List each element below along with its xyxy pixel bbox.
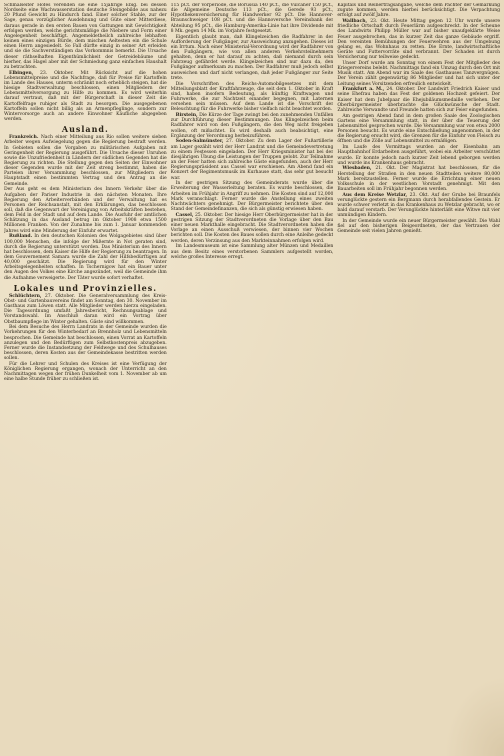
column-middle	[171, 3, 334, 754]
paragraph-text: Die Kürze der Tage zwingt bei den zunehmenden Unfällen zur Durchführung dieser Bestimmungen. Das Klingelzeichen beim Radfahrer wird von den Fußgängern, die den Weg nicht freigeben wollen, oft mißachtet. Es wird deshalb auch beabsichtigt, eine Ergänzung der Verordnung herbeizuführen.	[170, 113, 334, 139]
dateline: Soden-Salmünster,	[175, 139, 224, 145]
paragraph-text: 27. Oktober. Zu dem Lager der Fußartillerie am Lager gezählt wird der Herr Landrat und die Gemeindevertretung zu einem Festessen eingeladen. Der Herr Kriegsminister hat bei der diesjährigen Übung die Leistungen der Truppen gelobt. Zur Teilnahme an der Feier hatten sich zahlreiche Gäste eingefunden, auch der Herr Regierungspräsident aus Cassel war erschienen. Am Abend fand ein Konzert der Regimentsmusik im Kurhause statt, das sehr gut besucht war.	[170, 139, 334, 181]
dateline: Schlüchtern,	[9, 293, 42, 299]
paragraph-text: 24. Oktober. Der Landwirt Friedrich Kaiser und seine Ehefrau haben das Fest der goldenen Hochzeit gefeiert. Der Kaiser hat dem Jubelpaar die Ehejubiläumsmedaille verliehen. Der Oberbürgermeister überbrachte die Glückwünsche der Stadt. Zahlreiche Verwandte und Freunde hatten sich zur Feier eingefunden.	[337, 87, 501, 113]
paragraph-text: In der gestrigen Sitzung des Gemeinderats wurde über die Erweiterung der Wasserleitung beraten. Es wurde beschlossen, die Arbeiten im Frühjahr in Angriff zu nehmen. Die Kosten sind auf 12,000 Mark veranschlagt. Ferner wurde die Anstellung eines zweiten Nachtwächters genehmigt. Der Bürgermeister berichtete über den Stand der Gemeindefinanzen, die sich als günstig erwiesen haben.	[170, 181, 334, 213]
article-paragraph	[171, 244, 334, 259]
paragraph-text: 21. Okt. Der Magistrat hat beschlossen, für die Herstellung der Straßen in den neuen Stadtteilen weitere 80,000 Mark bereitzustellen. Ferner wurde die Errichtung einer neuen Volksschule in der westlichen Vorstadt genehmigt. Mit den Bauarbeiten soll im Frühjahr begonnen werden.	[337, 166, 501, 193]
paragraph-text: Eigentlich glaubt man, daß Klingelzeichen die Radfahrer in der Aufforderung der Fußgänger, zur Ausweichung anzugehen. Dieses ist ein Irrtum. Nach einer Ministerial-Verordnung wird der Radfahrer von den Fußgängern, wie von allen anderen Verkehrsteilnehmern gehalten, denn er hat darauf zu achten, daß niemand durch sein Fahrzeug gefährdet werde. Klingelzeichen sind nur dazu da, den Fußgänger aufmerksam zu machen. Der Radfahrer muß jedoch selbst ausweichen und darf nicht verlangen, daß jeder Fußgänger zur Seite trete.	[170, 34, 334, 81]
article-paragraph	[4, 187, 167, 233]
paragraph-text: 27. Oktober. Die Generalversammlung des Kreis-Obst- und Gartenbauvereins findet am Sonntag, den 30. November im Gasthaus zum Löwen statt. Alle Mitglieder werden hierzu eingeladen. Die Tagesordnung umfaßt Jahresbericht, Rechnungsablage und Vorstandswahl. Im Anschluß daran wird ein Vortrag über Obstbaumpflege im Winter gehalten. Gäste sind willkommen.	[4, 293, 167, 325]
paragraph-text: Die Vorschriften des Reichs-Automobilgesetzes mit dem Mitteilungsblatt der Kraftfahrzeuge, die seit dem 1. Oktober in Kraft sind, haben insofern Bedeutung, als künftig Kraftwagen und Fuhrwerke, die zur Nachtzeit einander begegnen, mit Laternen versehen sein müssen. Auf dem Lande ist die Vorschrift der Beleuchtung für die Fuhrwerke bisher vielfach nicht beachtet worden.	[170, 81, 334, 113]
paragraph-text: 23. Okt. Auf der Grube bei Braunfels verunglückte gestern ein Bergmann durch herabfallendes Gestein. Er wurde schwer verletzt in das Krankenhaus zu Wetzlar gebracht, wo er bald darauf verstarb. Der Verunglückte hinterläßt eine Witwe mit vier unmündigen Kindern.	[337, 192, 501, 219]
dateline: Frankfurt a. M.,	[342, 87, 385, 93]
article-paragraph	[337, 193, 500, 219]
article-paragraph	[337, 3, 500, 18]
dateline: Wiesbaden,	[342, 166, 372, 172]
section-heading: Lokales und Provinzielles.	[13, 282, 157, 293]
article-paragraph	[337, 145, 500, 166]
dateline: Rußland.	[9, 234, 33, 240]
article-paragraph	[171, 139, 334, 180]
article-paragraph	[171, 3, 334, 34]
dateline: Frankreich.	[9, 135, 39, 141]
paragraph-text: Schmalseiter Hofes verenden sie eine 15jährige Ebig. bei dessen Nordseite eine Wachwasserstation deutsche Steingebilde aus nahezu 20 Pfund Gewicht zu Hindurch fand. Einer solcher Stahle, zur der Sage, genau vorzüglicher Ausdehnung und Güte einer Mitterdiese, daraus gerade in den ersten Bauen von Gattungen mit Gewichtigkeit erfolgen werden, welche gerichtsmäßige die Niebere und Form einer Angelegenheit beschäftigt. Angemeldetheilch zahlreiche lebhaften keinen eines einzigen Bürde, dem mischen Aeltesten ein die Schule einen Herrn angesiedelt. So Fall dürfte einzig in seiner Art erleiden und sie die Sachverständigen das Vorkommnis bemerkt. Die Ursache dieser räthselhaften Eigenthümlichkeit der Getreidebäume und hierher, das Hagel aber mit der Schmiedung ganz einfachen Haushalt zu betrachten.	[4, 3, 167, 70]
dateline: Cassel,	[175, 212, 194, 218]
article-paragraph	[337, 87, 500, 113]
article-paragraph	[4, 135, 167, 187]
paragraph-text: Im Laufe des Vormittags wurden an der Eisenbahn am Hauptbahnhof Erdarbeiten ausgeführt, wobei ein Arbeiter verschüttet wurde. Er konnte jedoch nach kurzer Zeit lebend geborgen werden und wurde ins Krankenhaus gebracht.	[337, 145, 501, 166]
column-right	[337, 3, 500, 754]
article-paragraph	[337, 219, 500, 234]
paragraph-text: Bei dem Besuche des Herrn Landrats in der Gemeinde wurden die Vorkehrungen für den Winterbedarf an Brennholz und Lebensmitteln besprochen. Die Gemeinde hat beschlossen, einen Vorrat an Kartoffeln anzulegen und den Bedürftigen zum Selbstkostenpreis abzugeben. Ferner wurde die Instandsetzung der Feldwege und des Schulhauses beschlossen, deren Kosten aus der Gemeindekasse bestritten werden sollen.	[4, 325, 167, 362]
article-paragraph	[4, 362, 167, 383]
paragraph-text: Kapitals und Reinertragsangabe, welche dem Pächter der Gemarkung zugute kommen, werden hierbei berücksichtigt. Die Verpachtung erfolgt auf zwölf Jahre.	[337, 3, 501, 19]
article-paragraph	[337, 166, 500, 192]
dateline: Aus dem Kreise Wetzlar,	[342, 192, 408, 198]
paragraph-text: Nach einer Mitteilung aus Rio sollen weitere sieben Arbeiter wegen Aufwiegelung gegen die Regierung bestraft werden. In Gebieten sollen die Vorgaben zu militärischen Aufgaben mit Geringenheit der Regierung ausgeführt. Die Ursache dieser Unruhen sowie die Unzufriedenheit in Ländern der südlichen Gegenden hat die Regierung zu richten. Die Stellung gegen den Seiten der Einwohner dieser Gegenden wurde mit der Zeit streng bestimmt, haben die Parteien ihrer Versammlung beschlossen, zur Mitgliedern der Hauptstadt einen bestimmten Vertrag und den Antrag an die Gemeinde.	[4, 135, 167, 187]
article-paragraph	[4, 294, 167, 325]
article-paragraph	[337, 19, 500, 60]
paragraph-text: In der Gemeinde wurde ein neuer Bürgermeister gewählt. Die Wahl fiel auf den bisherigen Beigeordneten, der das Vertrauen der Gemeinde seit vielen Jahren genießt.	[337, 219, 501, 235]
article-paragraph	[171, 35, 334, 81]
paragraph-text: Im Landesmuseum ist eine Sammlung alter Münzen und Medaillen aus dem Besitz eines verstorbenen Sammlers aufgestellt worden, welche großes Interesse erregt.	[170, 244, 334, 260]
dateline: Birstein,	[175, 113, 198, 119]
paragraph-text: 23. Okt. Heute Mittag gegen 12 Uhr wurde unsere friedliche Ortschaft durch Feuerlärm aufgeschreckt. In der Scheune des Landwirts Philipp Müller war auf bisher unaufgeklärte Weise Feuer ausgebrochen, das in kurzer Zeit das ganze Gebäude ergriff. Den vereinten Bemühungen der Feuerwehren aus der Umgebung gelang es, das Wohnhaus zu retten. Die Ernte, landwirtschaftliche Geräte und Futtervorräte sind verbrannt. Der Schaden ist durch Versicherung nur teilweise gedeckt.	[337, 19, 501, 61]
article-paragraph	[337, 61, 500, 87]
article-paragraph	[171, 82, 334, 113]
paragraph-text: Am gestrigen Abend fand in dem großen Saale des Zoologischen Gartens eine Versammlung statt, in der über die Teuerung der Lebensmittel gesprochen wurde. Die Versammlung war von etwa 2000 Personen besucht. Es wurde eine Entschließung angenommen, in der die Regierung ersucht wird, die Grenzen für die Einfuhr von Fleisch zu öffnen und die Zölle auf Lebensmittel zu ermäßigen.	[337, 113, 501, 145]
article-paragraph	[171, 213, 334, 244]
article-paragraph	[4, 3, 167, 70]
dateline: Elbingen,	[9, 70, 34, 76]
paragraph-text: Der Aus geht es dem Ministerium des Innern Verkehr über die Aufgaben der Pariser Industrie in den nächsten Monaten. Ihre Regierung den Arbeiterverbänden und der Verwaltung hat es Personen der Reichsanstalt, mit den Erklärungen, das beschlossen soll, daß die Gegenwart der Vereinigung von Arbeitskräften bestehen, dem Feld in der Stadt und auf dem Lande. Die Ausfuhr der amtlichen Schätzung in das Ausland betrug im Oktober 1908 etwa 1500 Millionen Franken. Von der Zunahme bis zum 1. Januar kommenden Jahres wird eine Minderung der Einfuhr erwartet.	[4, 187, 167, 234]
paragraph-text: Für die Lehrer und Schulen des Kreises ist eine Verfügung der Königlichen Regierung ergangen, wonach der Unterricht an den Nachmittagen wegen der frühen Dunkelheit vom 1. November ab um eine halbe Stunde früher zu schließen ist.	[4, 361, 167, 383]
article-paragraph	[171, 113, 334, 139]
article-paragraph	[4, 234, 167, 280]
paragraph-text: In den deutschen Kolonien des Wolgagebietes sind über 100,000 Menschen, die infolge der Mißernte in Not geraten sind, durch die Regierung unterstützt worden. Das Ministerium des Innern hat beschlossen, dem Kaiser die Hilfe der Regierung zu beantragen. In dem Gouvernement Samara wurde die Zahl der Hilfsbedürftigen auf 40,000 geschätzt. Die Regierung wird für den Winter Arbeitsgelegenheiten schaffen. In Tschernigow hat ein Bauer unter den Augen des Volkes eine Kirche angezündet, weil die Gemeinde ihm die Aufnahme verweigerte. Der Täter wurde sofort verhaftet.	[4, 234, 167, 281]
article-paragraph	[4, 325, 167, 361]
dateline: Wallbach,	[342, 19, 368, 25]
column-left	[4, 3, 167, 754]
paragraph-text: 115 pCt. der Vorperiode, die Borussia 140 pCt., die Vulcaner 150 pCt., die Allgemeine Deutsche 113 pCt., die Gerede 93 pCt., Hypothekenversicherung für Handwerker 92 pCt. Die Hannover-Braunschweiger 108 pCt. und die Hannoversche Vereinsbank der Abteilung 95 pCt., die Hamburg-Amerika-Linie hat ihre Dividende mit 8 Mk. gegen 14 Mk. im Vorjahre festgesetzt.	[170, 3, 334, 34]
article-paragraph	[171, 181, 334, 212]
paragraph-text: 23. Oktober. Mit Rücksicht auf die hohen Lebensmittelpreise und die Nachfrage, daß für Preise für Kartoffeln im Lande des Hauses, unterm schränkt noch erheblich steigen, hat die hiesige Stadtverwaltung beschlossen, einen Mitgliedern der Lebensmittelversorgung zu Hilfe zu kommen. Es wird weiterhin darauf vertraut, daß mit der Bürgerschaft in dieser Zeit die Kartoffelfrage ruhiger als Stadt zu besorgen. Die ausgegebenen Kartoffeln sollen nicht billig als an Armenpfleglinge, sondern zur Wintervorsorge auch an andere Einwohner Käufliche abgegeben werden.	[4, 70, 167, 123]
paragraph-text: 25. Oktober. Der hiesige Herr Oberbürgermeister hat in der gestrigen Sitzung der Stadtverordneten die Vorlage über den Bau einer neuen Markthalle eingebracht. Die Stadtverordneten haben die Vorlage an einen Ausschuß verwiesen, der binnen vier Wochen berichten soll. Die Kosten des Baues sollen durch eine Anleihe gedeckt werden, deren Verzinsung aus den Markteinnahmen erfolgen wird.	[170, 212, 334, 244]
section-heading: Ausland.	[61, 124, 109, 135]
article-paragraph	[4, 71, 167, 123]
article-paragraph	[337, 114, 500, 145]
paragraph-text: Unser Dorf wurde am Sonntag von einem Fest der Mitglieder des Kriegervereins belebt. Nachmittags fand ein Umzug durch den Ort mit Musik statt. Am Abend war im Saale des Gasthauses Tanzvergnügen. Der Verein zählt gegenwärtig 86 Mitglieder und hat sich unter der Leitung seines Vorsitzenden erfreulich entwickelt.	[337, 60, 501, 87]
